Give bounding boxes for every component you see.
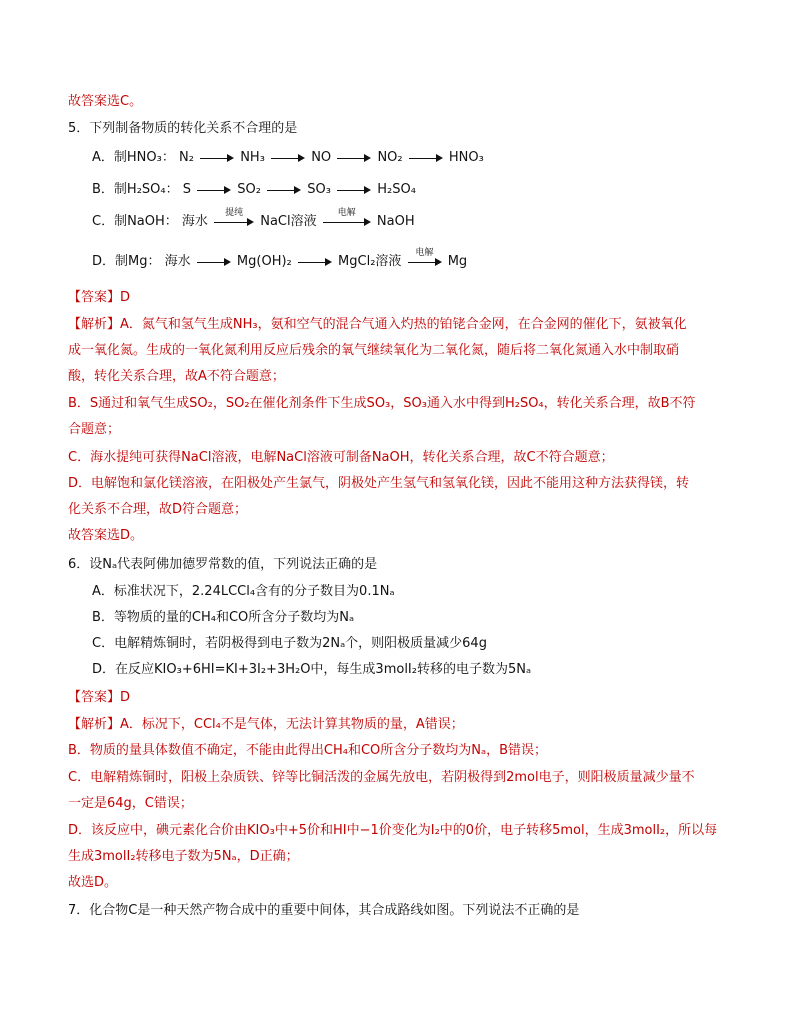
reaction-arrow-icon — [197, 252, 231, 272]
reaction-arrow-icon — [337, 180, 371, 200]
reaction-arrow-icon — [337, 148, 371, 168]
q6-answer: 【答案】D — [68, 690, 131, 705]
q6-option: B．等物质的量的CH₄和CO所含分子数均为Nₐ — [92, 610, 355, 625]
q5-analysis-line: 化关系不合理，故D符合题意； — [68, 502, 248, 517]
q5-b-prefix: B．制H₂SO₄： — [92, 182, 179, 197]
reaction-arrow-icon — [267, 180, 301, 200]
q5-a-s0: N₂ — [178, 150, 194, 165]
q5-analysis-line: 成一氧化氮。生成的一氧化氮利用反应后残余的氧气继续氧化为二氧化氮，随后将二氧化氮通入水中制取硝 — [68, 343, 680, 358]
q5-c-mid: NaCl溶液 — [260, 214, 317, 229]
q5-option-a — [92, 148, 484, 168]
q5-option-c — [92, 208, 415, 232]
q5-c-end: NaOH — [376, 214, 415, 229]
reaction-arrow-icon — [408, 248, 442, 272]
q5-a-s4: HNO₃ — [448, 150, 484, 165]
q6-analysis-line: 生成3molI₂转移电子数为5Nₐ，D正确； — [68, 849, 299, 864]
reaction-arrow-icon — [409, 148, 443, 168]
q5-analysis-line: D．电解饱和氯化镁溶液，在阳极处产生氯气，阴极处产生氢气和氢氧化镁，因此不能用这种方法获得镁，转 — [68, 476, 690, 491]
reaction-arrow-icon — [271, 148, 305, 168]
q5-analysis-line: 合题意； — [68, 422, 121, 437]
reaction-arrow-icon — [200, 148, 234, 168]
q5-a-s3: NO₂ — [377, 150, 403, 165]
q5-d-mid1: Mg(OH)₂ — [236, 254, 292, 269]
q6-analysis-line: 【解析】A．标况下，CCl₄不是气体，无法计算其物质的量，A错误； — [68, 717, 464, 732]
q5-d-start: 海水 — [164, 254, 191, 269]
q6-option: A．标准状况下，2.24LCCl₄含有的分子数目为0.1Nₐ — [92, 584, 395, 599]
q5-stem: 5．下列制备物质的转化关系不合理的是 — [68, 121, 298, 136]
q6-analysis-line: D．该反应中，碘元素化合价由KIO₃中+5价和HI中−1价变化为I₂中的0价，电子转移5mol，生成3molI₂，所以每 — [68, 823, 718, 838]
reaction-arrow-icon — [298, 252, 332, 272]
q5-a-s2: NO — [311, 150, 332, 165]
reaction-arrow-icon — [323, 208, 371, 232]
q6-analysis-line: 一定是64g，C错误； — [68, 796, 193, 811]
q5-a-s1: NH₃ — [240, 150, 265, 165]
q5-b-s2: SO₃ — [307, 182, 331, 197]
q5-analysis-line: 【解析】A．氮气和氢气生成NH₃，氨和空气的混合气通入灼热的铂铑合金网，在合金网的催化下，氨被氧化 — [68, 317, 687, 332]
q5-d-end: Mg — [447, 254, 468, 269]
q5-option-b — [92, 180, 416, 200]
q5-d-prefix: D．制Mg： — [92, 254, 161, 269]
q6-analysis-line: 故选D。 — [68, 875, 118, 890]
q5-d-mid2: MgCl₂溶液 — [338, 254, 402, 269]
q6-stem: 6．设Nₐ代表阿佛加德罗常数的值，下列说法正确的是 — [68, 557, 378, 572]
q5-option-d — [92, 248, 468, 272]
q5-analysis-line: 酸，转化关系合理，故A不符合题意； — [68, 369, 285, 384]
arrow-label: 电解 — [415, 248, 434, 258]
q5-analysis-line: 故答案选D。 — [68, 528, 144, 543]
q5-b-s3: H₂SO₄ — [377, 182, 416, 197]
q6-analysis-line: B．物质的量具体数值不确定，不能由此得出CH₄和CO所含分子数均为Nₐ，B错误； — [68, 743, 548, 758]
reaction-arrow-icon — [197, 180, 231, 200]
q5-analysis-line: B．S通过和氧气生成SO₂，SO₂在催化剂条件下生成SO₃，SO₃通入水中得到H₂SO₄，转化关系合理，故B不符 — [68, 396, 696, 411]
reaction-arrow-icon — [214, 208, 254, 232]
arrow-label: 提纯 — [225, 208, 244, 218]
q4-conclusion: 故答案选C。 — [68, 94, 143, 109]
q5-c-start: 海水 — [181, 214, 208, 229]
q5-b-s1: SO₂ — [237, 182, 261, 197]
q5-b-s0: S — [182, 182, 192, 197]
q5-a-prefix: A．制HNO₃： — [92, 150, 175, 165]
q5-answer: 【答案】D — [68, 290, 131, 305]
arrow-label: 电解 — [337, 208, 356, 218]
q5-analysis-line: C．海水提纯可获得NaCl溶液，电解NaCl溶液可制备NaOH，转化关系合理，故C不符合题意； — [68, 450, 614, 465]
q6-option: D．在反应KIO₃+6HI=KI+3I₂+3H₂O中，每生成3molI₂转移的电子数为5Nₐ — [92, 662, 532, 677]
q7-stem: 7．化合物C是一种天然产物合成中的重要中间体，其合成路线如图。下列说法不正确的是 — [68, 903, 580, 918]
q6-analysis-line: C．电解精炼铜时，阳极上杂质铁、锌等比铜活泼的金属先放电，若阴极得到2mol电子，则阳极质量减少量不 — [68, 770, 695, 785]
q6-option: C．电解精炼铜时，若阴极得到电子数为2Nₐ个，则阳极质量减少64g — [92, 636, 487, 651]
q5-c-prefix: C．制NaOH： — [92, 214, 178, 229]
